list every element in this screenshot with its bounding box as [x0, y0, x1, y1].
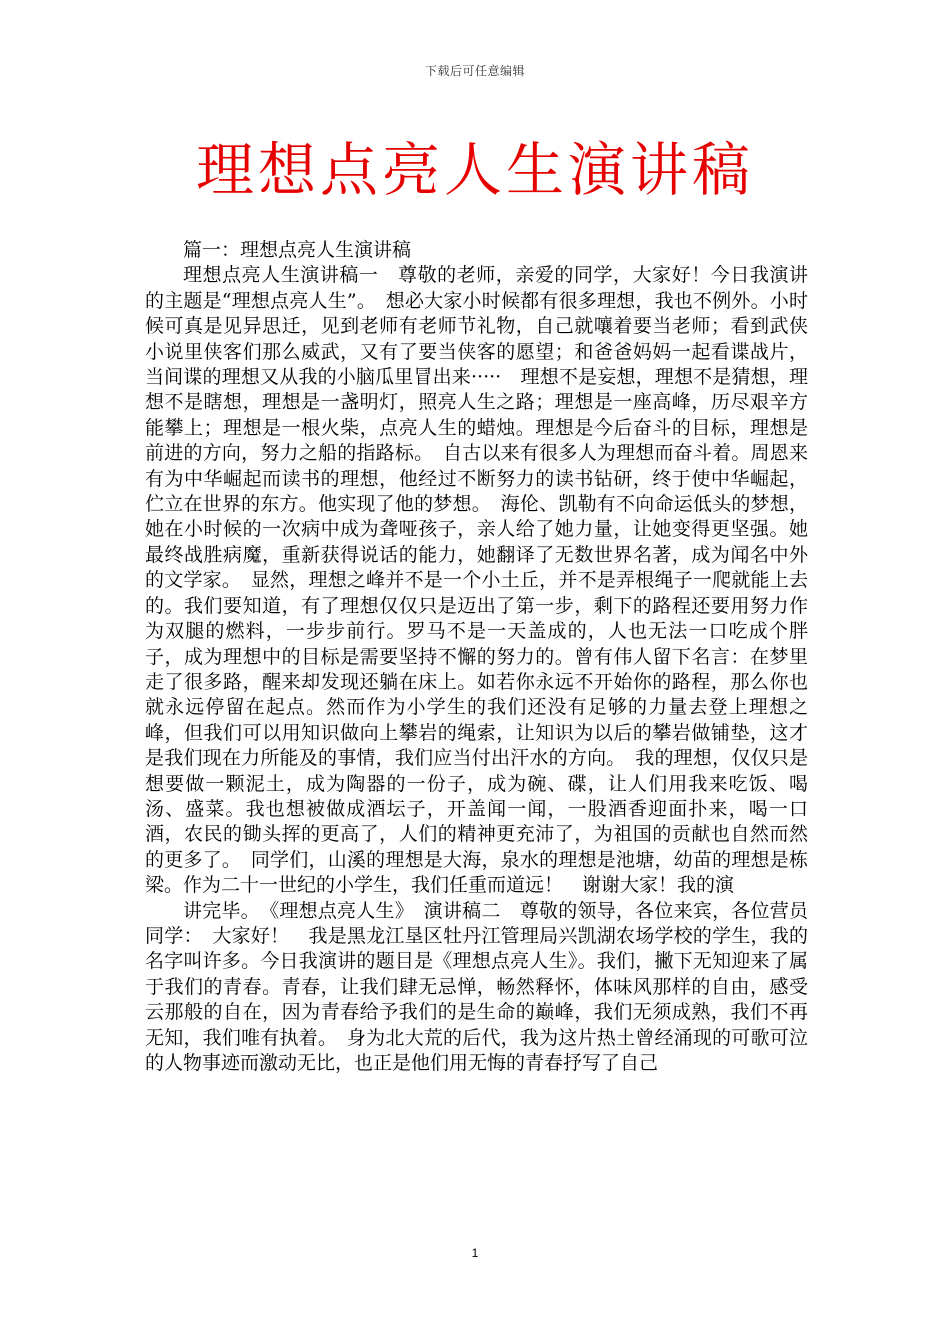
paragraph-speech-two: 讲完毕。 《理想点亮人生》 演讲稿二 尊敬的领导，各位来宾，各位营员同学： 大家好！ 我是黑龙江垦区牡丹江管理局兴凯湖农场学校的学生，我的名字叫许多。今日我演讲的题目是《理想点亮人生》。我们，撇下无知迎来了属于我们的青春。青春，让我们肆无忌惮，畅然释怀，体味风那样的自由，感受云那般的自在，因为青春给予我们的是生命的巅峰，我们无须成熟，我们不再无知，我们唯有执着。 身为北大荒的后代，我为这片热土曾经涌现的可歌可泣的人物事迹而激动无比，也正是他们用无悔的青春抒写了自己 — [145, 899, 808, 1074]
document-body — [145, 238, 808, 1076]
paragraph-section-heading: 篇一：理想点亮人生演讲稿 — [183, 239, 412, 261]
document-title: 理想点亮人生演讲稿 — [195, 136, 754, 204]
header-note: 下载后可任意编辑 — [424, 64, 525, 78]
paragraph-speech-one: 理想点亮人生演讲稿一 尊敬的老师，亲爱的同学，大家好！今日我演讲的主题是“理想点亮人生”。 想必大家小时候都有很多理想，我也不例外。小时候可真是见异思迁，见到老师有老师节礼物，自己就嚷着要当老师；看到武侠小说里侠客们那么威武，又有了要当侠客的愿望；和爸爸妈妈一起看谍战片，当间谍的理想又从我的小脑瓜里冒出来····· 理想不是妄想，理想不是猜想，理想不是瞎想，理想是一盏明灯，照亮人生之路；理想是一座高峰，历尽艰辛方能攀上；理想是一根火柴，点亮人生的蜡烛。理想是今后奋斗的目标，理想是前进的方向，努力之船的指路标。 自古以来有很多人为理想而奋斗着。周恩来有为中华崛起而读书的理想，他经过不断努力的读书钻研，终于使中华崛起，伫立在世界的东方。他实现了他的梦想。 海伦、凯勒有不向命运低头的梦想，她在小时候的一次病中成为聋哑孩子，亲人给了她力量，让她变得更坚强。她最终战胜病魔，重新获得说话的能力，她翻译了无数世界名著，成为闻名中外的文学家。 显然，理想之峰并不是一个小土丘，并不是弄根绳子一爬就能上去的。我们要知道，有了理想仅仅只是迈出了第一步，剩下的路程还要用努力作为双腿的燃料，一步步前行。罗马不是一天盖成的，人也无法一口吃成个胖子，成为理想中的目标是需要坚持不懈的努力的。曾有伟人留下名言：在梦里走了很多路，醒来却发现还躺在床上。如若你永远不开始你的路程，那么你也就永远停留在起点。然而作为小学生的我们还没有足够的力量去登上理想之峰，但我们可以用知识做向上攀岩的绳索，让知识为以后的攀岩做铺垫，这才是我们现在力所能及的事情，我们应当付出汗水的方向。 我的理想，仅仅只是想要做一颗泥土，成为陶器的一份子，成为碗、碟，让人们用我来吃饭、喝汤、盛菜。我也想被做成酒坛子，开盖闻一闻，一股酒香迎面扑来，喝一口酒，农民的锄头挥的更高了，人们的精神更充沛了，为祖国的贡献也自然而然的更多了。 同学们，山溪的理想是大海，泉水的理想是池塘，幼苗的理想是栋梁。作为二十一世纪的小学生，我们任重而道远！ 谢谢大家！我的演 — [145, 264, 808, 897]
page-number: 1 — [471, 1246, 479, 1260]
